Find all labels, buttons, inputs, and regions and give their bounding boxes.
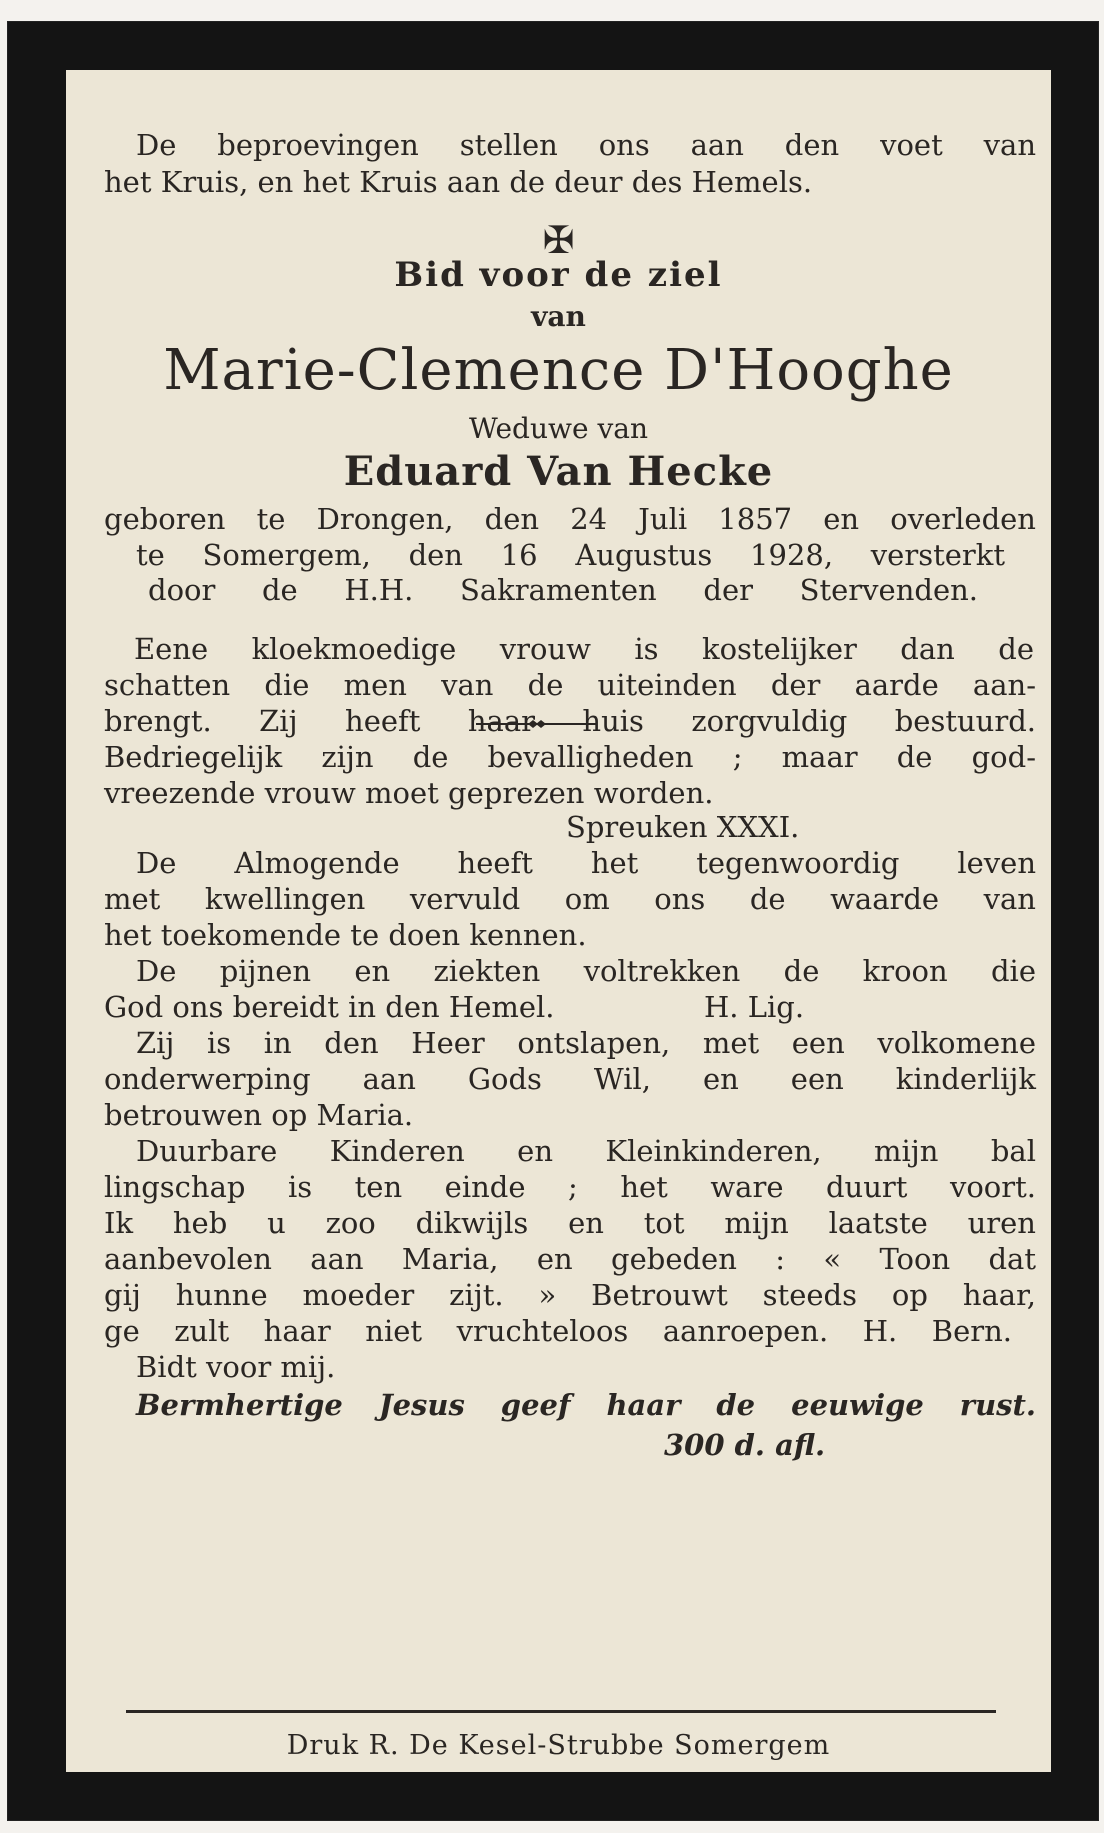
memorial-card <box>66 70 1051 1772</box>
body-p2-line-3: het toekomende te doen kennen. <box>104 918 587 952</box>
widow-of-label: Weduwe van <box>468 412 648 445</box>
body-p1-line-1: Eene kloekmoedige vrouw is kostelijker dan de <box>134 632 1034 666</box>
van-label: van <box>531 300 586 333</box>
body-p5-line-1: Duurbare Kinderen en Kleinkinderen, mijn bal <box>136 1134 1036 1168</box>
indulgence-prayer: Bermhertige Jesus geef haar de eeuwige rust. <box>136 1388 1036 1422</box>
body-p4-line-2: onderwerping aan Gods Wil, en een kinderlijk <box>104 1062 1036 1096</box>
husband-name: Eduard Van Hecke <box>343 448 774 495</box>
epigraph-line-1: De beproevingen stellen ons aan den voet van <box>136 128 1036 162</box>
body-p3-line-1: De pijnen en ziekten voltrekken de kroon die <box>136 954 1036 988</box>
footer-rule <box>126 1710 996 1713</box>
body-p2-line-2: met kwellingen vervuld om ons de waarde van <box>104 882 1036 916</box>
mourning-card-border <box>8 22 1098 1820</box>
body-p3-line-2: God ons bereidt in den Hemel. <box>104 990 555 1024</box>
epigraph-line-2: het Kruis, en het Kruis aan de deur des Hemels. <box>104 165 813 199</box>
body-p1-line-3: brengt. Zij heeft haar huis zorgvuldig bestuurd. <box>104 704 1036 738</box>
body-p1-line-2: schatten die men van de uiteinden der aarde aan- <box>104 668 1036 702</box>
body-p1-line-4: Bedriegelijk zijn de bevalligheden ; maar de god- <box>104 740 1036 774</box>
body-p5-line-6: ge zult haar niet vruchteloos aanroepen. H. Bern. <box>104 1314 1012 1348</box>
body-p1-line-5: vreezende vrouw moet geprezen worden. <box>104 776 714 810</box>
body-p5-line-7: Bidt voor mij. <box>136 1350 336 1384</box>
deceased-name: Marie-Clemence D'Hooghe <box>163 338 954 403</box>
printer-imprint: Druk R. De Kesel-Strubbe Somergem <box>286 1730 831 1761</box>
biography-line-3: door de H.H. Sakramenten der Stervenden. <box>148 573 978 607</box>
body-p4-line-3: betrouwen op Maria. <box>104 1098 414 1132</box>
biography-line-2: te Somergem, den 16 Augustus 1928, versterkt <box>136 538 1005 572</box>
pray-heading: Bid voor de ziel <box>394 255 723 295</box>
body-p3-source: H. Lig. <box>704 990 805 1024</box>
body-p2-line-1: De Almogende heeft het tegenwoordig leven <box>136 846 1036 880</box>
body-p5-line-3: Ik heb u zoo dikwijls en tot mijn laatste uren <box>104 1206 1036 1240</box>
biography-line-1: geboren te Drongen, den 24 Juli 1857 en overleden <box>104 502 1036 536</box>
indulgence-days: 300 d. afl. <box>664 1428 826 1462</box>
body-p5-line-2: lingschap is ten einde ; het ware duurt voort. <box>104 1170 1036 1204</box>
cross-icon: ✠ <box>542 218 575 262</box>
body-p5-line-4: aanbevolen aan Maria, en gebeden : « Toon dat <box>104 1242 1036 1276</box>
body-p1-source: Spreuken XXXI. <box>566 810 800 844</box>
body-p5-line-5: gij hunne moeder zijt. » Betrouwt steeds op haar, <box>104 1278 1036 1312</box>
body-p4-line-1: Zij is in den Heer ontslapen, met een volkomene <box>136 1026 1036 1060</box>
